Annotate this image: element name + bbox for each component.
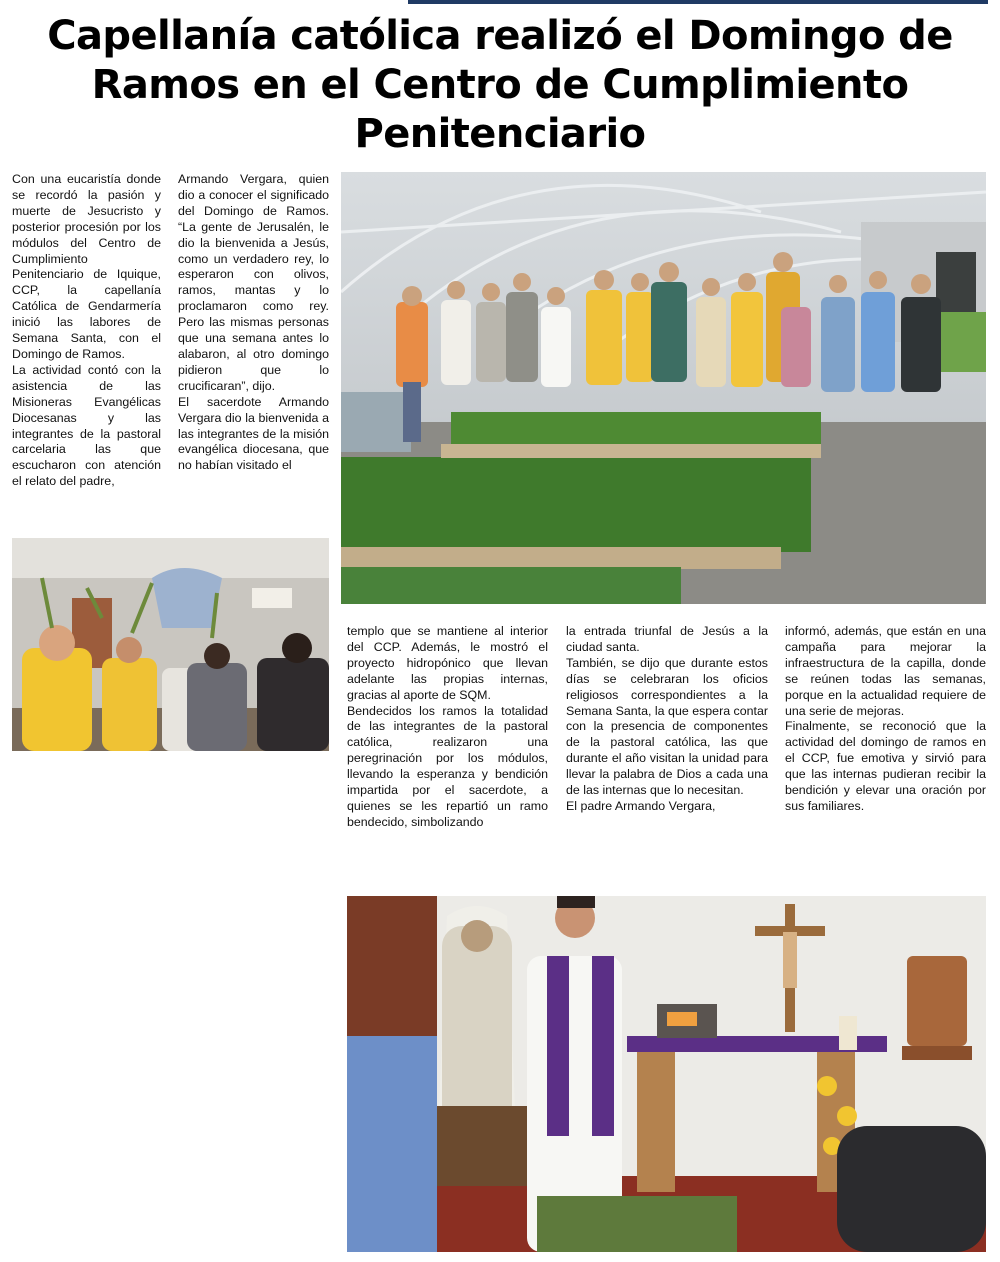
article-column-4: [566, 624, 768, 815]
chapel-procession-photo: [12, 538, 329, 751]
greenhouse-group-photo: [341, 172, 986, 604]
article-title: Capellanía católica realizó el Domingo de Ramos en el Centro de Cumplimiento Penitenciario: [47, 13, 953, 157]
paragraph: El padre Armando Vergara,: [566, 798, 716, 813]
paragraph: Con una eucaristía donde se recordó la pasión y muerte de Jesucristo y posterior procesión por los módulos del Centro de Cumplimiento Penitenciario de Iquique, CCP, la capellanía Católica de Gendarmería inició las labores de Semana Santa, con el Domingo de Ramos.: [12, 172, 161, 361]
paragraph: La actividad contó con la asistencia de las Misioneras Evangélicas Diocesanas y las integrantes de la pastoral carcelaria las que escucharon con atención el relato del padre,: [12, 362, 161, 489]
paragraph: informó, además, que están en una campaña para mejorar la infraestructura de la capilla, donde se reúnen todas las semanas, porque en la actualidad requiere de una serie de mejoras.: [785, 624, 986, 718]
paragraph: la entrada triunfal de Jesús a la ciudad santa.: [566, 624, 768, 654]
top-accent-bar: [408, 0, 988, 4]
article-column-3: [347, 624, 548, 831]
paragraph: También, se dijo que durante estos días se celebraran los oficios religiosos correspondientes a la Semana Santa, la que espera contar con la presencia de componentes de la pastoral católica, las que durante el año visitan la unidad para llevar la palabra de Dios a cada una de las internas que lo necesitan.: [566, 655, 768, 798]
paragraph: Bendecidos los ramos la totalidad de las integrantes de la pastoral católica, realizaron una peregrinación por los módulos, llevando la esperanza y bendición impartida por el sacerdote, a quienes se les repartió un ramo bendecido, simbolizando: [347, 703, 548, 829]
paragraph: Finalmente, se reconoció que la actividad del domingo de ramos en el CCP, fue emotiva y sirvió para que las internas pudieran recibir la bendición y elevar una oración por sus familiares.: [785, 719, 986, 813]
article-column-1: [12, 172, 161, 490]
paragraph: Armando Vergara, quien dio a conocer el significado del Domingo de Ramos. “La gente de Jerusalén, le dio la bienvenida a Jesús, como un verdadero rey, lo esperaron con olivos, ramos, mantas y lo proclamaron como rey. Pero las mismas personas que una semana antes lo alabaron, al otro domingo pidieron que lo crucificaran”, dijo.: [178, 172, 329, 393]
paragraph: templo que se mantiene al interior del CCP. Además, le mostró el proyecto hidropónico que llevan adelante las propias internas, gracias al aporte de SQM.: [347, 624, 548, 702]
article-column-2: [178, 172, 329, 474]
article-column-5: [785, 624, 986, 815]
priest-altar-photo: [347, 896, 986, 1252]
paragraph: El sacerdote Armando Vergara dio la bienvenida a las integrantes de la misión evangélica diocesana, que no habían visitado el: [178, 394, 329, 473]
